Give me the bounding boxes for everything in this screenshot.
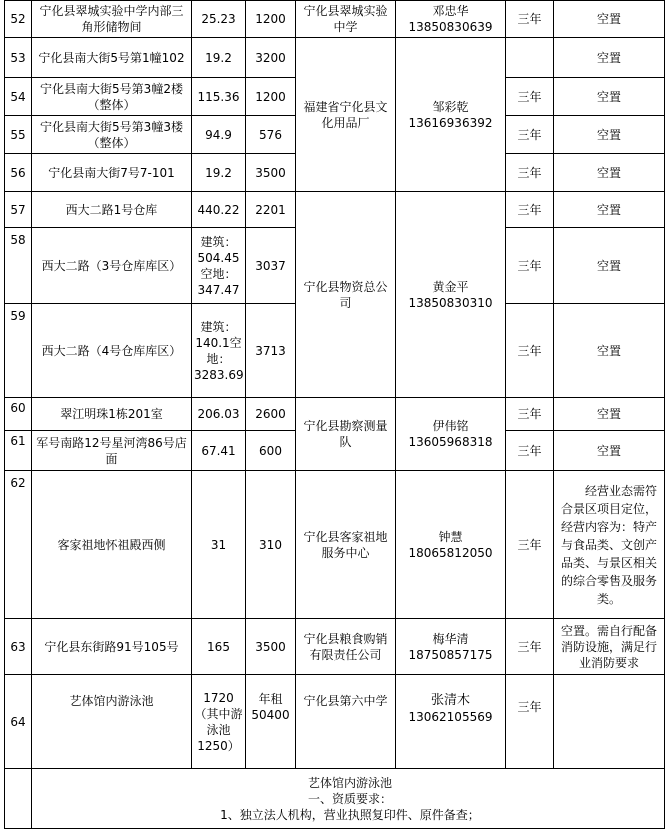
property-area: 25.23: [192, 1, 246, 38]
contact-cell: [396, 398, 506, 471]
property-rent: 1200: [246, 78, 296, 116]
contact-phone: 18750857175: [408, 647, 493, 662]
property-address: 宁化县南大街5号第1幢102: [32, 38, 192, 78]
row-number: 58: [5, 228, 32, 304]
contact-name: 钟慧: [438, 529, 463, 544]
lease-term: 三年: [506, 192, 554, 228]
property-area: 94.9: [192, 116, 246, 154]
lease-term: [506, 38, 554, 78]
status-note: 空置: [554, 228, 665, 304]
status-note: 空置: [554, 304, 665, 398]
row-number: 59: [5, 304, 32, 398]
row-number: 60: [5, 398, 32, 431]
status-note: 经营业态需符合景区项目定位，经营内容为：特产与食品类、文创产品类、与景区相关的综合零售及服务类。: [554, 471, 665, 619]
blank-cell: [5, 769, 32, 829]
property-address: 军号南路12号星河湾86号店面: [32, 431, 192, 471]
property-rent: 3037: [246, 228, 296, 304]
property-rent: 576: [246, 116, 296, 154]
property-area: 206.03: [192, 398, 246, 431]
owner-unit: 宁化县翠城实验中学: [296, 1, 396, 38]
property-area: 19.2: [192, 154, 246, 192]
lease-term: 三年: [506, 78, 554, 116]
requirements-heading: 一、资质要求：: [307, 791, 392, 806]
contact-name: 黄金平: [432, 279, 469, 294]
row-number: 64: [5, 675, 32, 769]
property-rent: 2600: [246, 398, 296, 431]
requirements-title: 艺体馆内游泳池: [307, 775, 392, 790]
contact-cell: [396, 38, 506, 192]
table-row: [5, 192, 665, 228]
property-address: 宁化县东街路91号105号: [32, 619, 192, 675]
property-rent: 3500: [246, 154, 296, 192]
contact-name: 张清木: [430, 693, 470, 708]
property-rent: 600: [246, 431, 296, 471]
contact-phone: 13605968318: [408, 435, 493, 449]
requirements-item: 1、独立法人机构，营业执照复印件、原件备查；: [220, 807, 480, 822]
contact-phone: 13616936392: [408, 115, 493, 130]
property-rent: 2201: [246, 192, 296, 228]
contact-name: 邓忠华: [432, 4, 469, 18]
status-note: 空置: [554, 78, 665, 116]
contact-phone: 13850830639: [408, 20, 493, 34]
owner-unit: 宁化县第六中学: [296, 675, 396, 769]
table-row: [5, 619, 665, 675]
status-note: 空置: [554, 154, 665, 192]
table-row: [5, 38, 665, 78]
row-number: 56: [5, 154, 32, 192]
lease-term: 三年: [506, 675, 554, 769]
property-rent: 年租50400: [246, 675, 296, 769]
lease-term: 三年: [506, 116, 554, 154]
table-row: [5, 1, 665, 38]
contact-cell: [396, 471, 506, 619]
status-note: 空置: [554, 1, 665, 38]
row-number: 62: [5, 471, 32, 619]
lease-term: 三年: [506, 1, 554, 38]
contact-cell: [396, 675, 506, 769]
row-number: 63: [5, 619, 32, 675]
property-address: 翠江明珠1栋201室: [32, 398, 192, 431]
property-address: 宁化县翠城实验中学内部三角形储物间: [32, 1, 192, 38]
property-address: 客家祖地怀祖殿西侧: [32, 471, 192, 619]
property-rent: 3500: [246, 619, 296, 675]
status-note: 空置: [554, 116, 665, 154]
status-note: 空置。需自行配备消防设施，满足行业消防要求: [554, 619, 665, 675]
requirements-row: [5, 769, 665, 829]
requirements-note: [32, 769, 665, 829]
property-rent: 3713: [246, 304, 296, 398]
property-area: 440.22: [192, 192, 246, 228]
lease-term: 三年: [506, 154, 554, 192]
owner-unit: 福建省宁化县文化用品厂: [296, 38, 396, 192]
property-address: 西大二路（3号仓库库区）: [32, 228, 192, 304]
lease-term: 三年: [506, 304, 554, 398]
row-number: 52: [5, 1, 32, 38]
property-address: 艺体馆内游泳池: [32, 675, 192, 769]
property-area: 67.41: [192, 431, 246, 471]
row-number: 55: [5, 116, 32, 154]
property-area: 19.2: [192, 38, 246, 78]
table-row: [5, 471, 665, 619]
lease-term: 三年: [506, 619, 554, 675]
table-row: [5, 675, 665, 769]
contact-name: 梅华清: [432, 631, 469, 646]
contact-name: 伊伟铭: [432, 419, 469, 433]
contact-phone: 18065812050: [408, 545, 493, 560]
property-area: 建筑：140.1空地：3283.69: [192, 304, 246, 398]
contact-cell: [396, 192, 506, 398]
owner-unit: 宁化县物资总公司: [296, 192, 396, 398]
table-row: [5, 398, 665, 431]
owner-unit: 宁化县勘察测量队: [296, 398, 396, 471]
row-number: 54: [5, 78, 32, 116]
lease-term: 三年: [506, 431, 554, 471]
contact-name: 邹彩乾: [432, 99, 469, 114]
contact-cell: [396, 619, 506, 675]
owner-unit: 宁化县粮食购销有限责任公司: [296, 619, 396, 675]
status-note: 空置: [554, 431, 665, 471]
property-address: 宁化县南大街7号7-101: [32, 154, 192, 192]
property-area: 165: [192, 619, 246, 675]
contact-phone: 13062105569: [408, 710, 493, 724]
contact-cell: [396, 1, 506, 38]
property-rent: 310: [246, 471, 296, 619]
property-area: 31: [192, 471, 246, 619]
property-address: 西大二路1号仓库: [32, 192, 192, 228]
property-rent: 3200: [246, 38, 296, 78]
row-number: 61: [5, 431, 32, 471]
property-address: 宁化县南大街5号第3幢2楼（整体）: [32, 78, 192, 116]
lease-term: 三年: [506, 398, 554, 431]
status-note: [554, 675, 665, 769]
row-number: 57: [5, 192, 32, 228]
lease-term: 三年: [506, 471, 554, 619]
rental-property-table: [4, 0, 665, 829]
property-address: 宁化县南大街5号第3幢3楼（整体）: [32, 116, 192, 154]
property-area: 建筑：504.45空地：347.47: [192, 228, 246, 304]
status-note: 空置: [554, 398, 665, 431]
row-number: 53: [5, 38, 32, 78]
status-note: 空置: [554, 192, 665, 228]
property-area: 1720（其中游泳池1250）: [192, 675, 246, 769]
property-area: 115.36: [192, 78, 246, 116]
owner-unit: 宁化县客家祖地服务中心: [296, 471, 396, 619]
lease-term: 三年: [506, 228, 554, 304]
property-address: 西大二路（4号仓库库区）: [32, 304, 192, 398]
status-note: 空置: [554, 38, 665, 78]
contact-phone: 13850830310: [408, 295, 493, 310]
property-rent: 1200: [246, 1, 296, 38]
